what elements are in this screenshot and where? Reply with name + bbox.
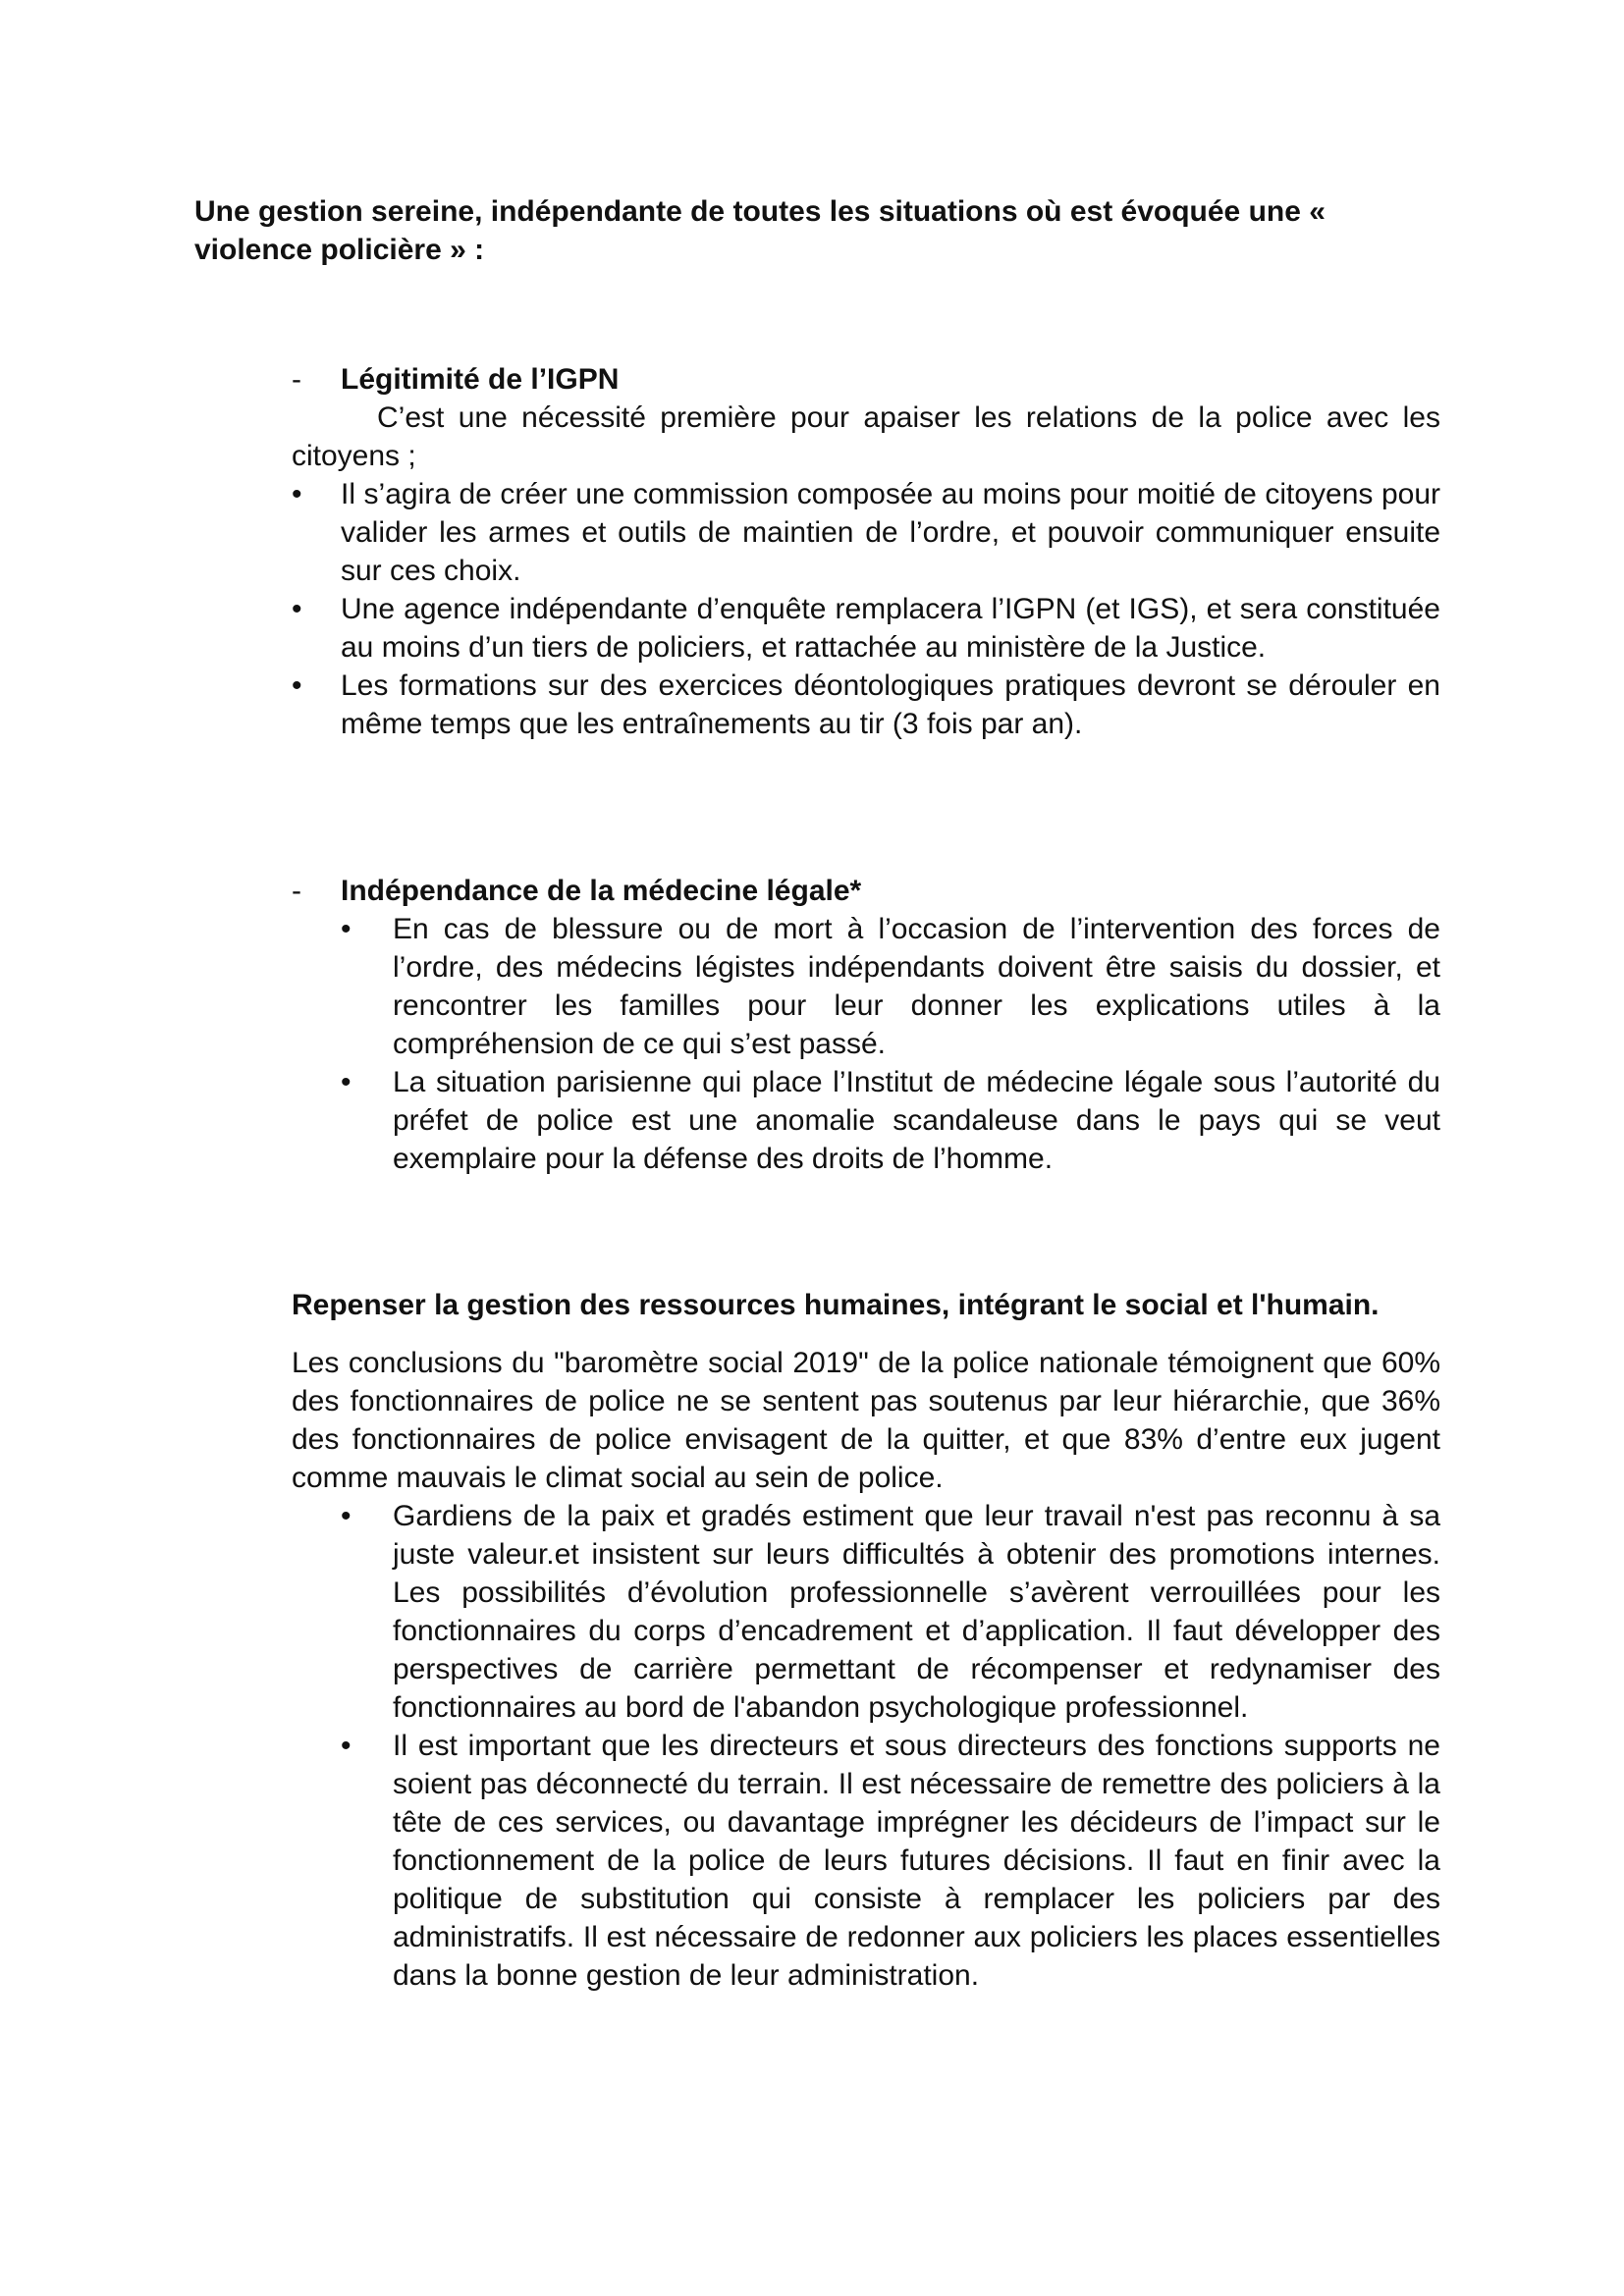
section-title: Repenser la gestion des ressources humaines, intégrant le social et l'humain.	[292, 1289, 1380, 1321]
list-item	[292, 590, 1440, 667]
list-item	[341, 1063, 1440, 1178]
bullet-icon: •	[341, 1730, 352, 1762]
bullet-icon: •	[341, 1066, 352, 1098]
list-item-text: Il est important que les directeurs et sous directeurs des fonctions supports ne soient pas déconnecté du terrain. Il est nécessaire de remettre des policiers à la tête de ces services, ou davantage imprégner les décideurs de l’impact sur le fonctionnement de la police de leurs futures décisions. Il faut en finir avec la politique de substitution qui consiste à remplacer les policiers par des administratifs. Il est nécessaire de redonner aux policiers les places essentielles dans la bonne gestion de leur administration.	[393, 1730, 1440, 1992]
bullet-list	[292, 475, 1440, 743]
list-item	[292, 475, 1440, 590]
bullet-icon: •	[341, 913, 352, 945]
section-title: Légitimité de l’IGPN	[341, 363, 620, 396]
dash-marker: -	[292, 875, 301, 907]
list-item-text: Il s’agira de créer une commission composée au moins pour moitié de citoyens pour valider les armes et outils de maintien de l’ordre, et pouvoir communiquer ensuite sur ces choix.	[341, 478, 1440, 587]
section-legitimite	[292, 360, 1440, 743]
section-ressources-humaines	[292, 1286, 1440, 1995]
list-item	[341, 1497, 1440, 1727]
section-title: Indépendance de la médecine légale*	[341, 875, 862, 907]
list-item-text: En cas de blessure ou de mort à l’occasion de l’intervention des forces de l’ordre, des médecins légistes indépendants doivent être saisis du dossier, et rencontrer les familles pour leur donner les explications utiles à la compréhension de ce qui s’est passé.	[393, 913, 1440, 1060]
section-lead: C’est une nécessité première pour apaiser les relations de la police avec les citoyens ;	[292, 401, 1440, 472]
bullet-icon: •	[341, 1500, 352, 1532]
list-item-text: Gardiens de la paix et gradés estiment que leur travail n'est pas reconnu à sa juste valeur.et insistent sur leurs difficultés à obtenir des promotions internes. Les possibilités d’évolution professionnelle s’avèrent verrouillées pour les fonctionnaires du corps d’encadrement et d’application. Il faut développer des perspectives de carrière permettant de récompenser et redynamiser des fonctionnaires au bord de l'abandon psychologique professionnel.	[393, 1500, 1440, 1724]
bullet-icon: •	[292, 478, 302, 510]
section-medecine-legale	[292, 872, 1440, 1178]
list-item	[341, 910, 1440, 1063]
bullet-list	[341, 1497, 1440, 1995]
list-item	[341, 1727, 1440, 1995]
section-paragraph: Les conclusions du "baromètre social 2019" de la police nationale témoignent que 60% des fonctionnaires de police ne se sentent pas soutenus par leur hiérarchie, que 36% des fonctionnaires de police envisagent de la quitter, et que 83% d’entre eux jugent comme mauvais le climat social au sein de police.	[292, 1347, 1440, 1494]
bullet-icon: •	[292, 669, 302, 702]
intro-heading-text: Une gestion sereine, indépendante de toutes les situations où est évoquée une « violence policière » :	[194, 195, 1326, 266]
list-item-text: Une agence indépendante d’enquête remplacera l’IGPN (et IGS), et sera constituée au moins d’un tiers de policiers, et rattachée au ministère de la Justice.	[341, 593, 1440, 664]
list-item-text: La situation parisienne qui place l’Institut de médecine légale sous l’autorité du préfet de police est une anomalie scandaleuse dans le pays qui se veut exemplaire pour la défense des droits de l’homme.	[393, 1066, 1440, 1175]
bullet-icon: •	[292, 593, 302, 625]
intro-heading	[194, 192, 1441, 269]
list-item-text: Les formations sur des exercices déontologiques pratiques devront se dérouler en même temps que les entraînements au tir (3 fois par an).	[341, 669, 1440, 740]
bullet-list	[341, 910, 1440, 1178]
dash-marker: -	[292, 363, 301, 396]
list-item	[292, 667, 1440, 743]
